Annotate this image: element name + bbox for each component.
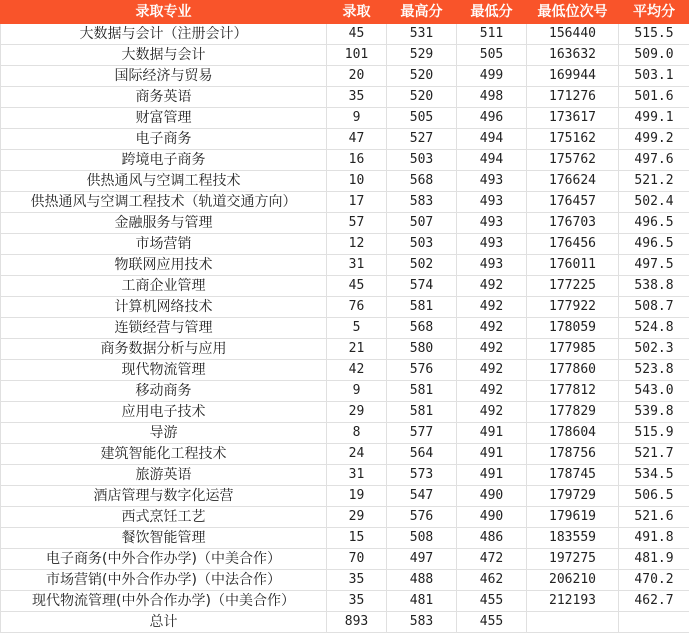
cell-min-rank: 177829 xyxy=(527,402,619,423)
cell-admitted: 29 xyxy=(327,507,387,528)
cell-admitted: 16 xyxy=(327,150,387,171)
cell-max-score: 502 xyxy=(387,255,457,276)
cell-avg-score: 502.3 xyxy=(619,339,689,360)
cell-avg-score: 543.0 xyxy=(619,381,689,402)
header-avg-score: 平均分 xyxy=(619,1,689,24)
table-row xyxy=(1,465,689,486)
cell-min-score: 490 xyxy=(457,507,527,528)
cell-major: 现代物流管理(中外合作办学)（中美合作） xyxy=(1,591,327,612)
cell-min-rank: 179729 xyxy=(527,486,619,507)
total-max-score: 583 xyxy=(387,612,457,633)
cell-major: 餐饮智能管理 xyxy=(1,528,327,549)
cell-admitted: 9 xyxy=(327,108,387,129)
cell-max-score: 581 xyxy=(387,297,457,318)
table-row xyxy=(1,108,689,129)
cell-min-score: 505 xyxy=(457,45,527,66)
cell-avg-score: 515.5 xyxy=(619,24,689,45)
cell-admitted: 35 xyxy=(327,591,387,612)
cell-major: 工商企业管理 xyxy=(1,276,327,297)
cell-avg-score: 534.5 xyxy=(619,465,689,486)
cell-max-score: 547 xyxy=(387,486,457,507)
header-major: 录取专业 xyxy=(1,1,327,24)
cell-admitted: 35 xyxy=(327,87,387,108)
cell-major: 计算机网络技术 xyxy=(1,297,327,318)
cell-max-score: 520 xyxy=(387,66,457,87)
cell-min-score: 493 xyxy=(457,213,527,234)
table-row xyxy=(1,24,689,45)
cell-min-rank: 212193 xyxy=(527,591,619,612)
table-row xyxy=(1,549,689,570)
table-row xyxy=(1,129,689,150)
cell-major: 电子商务 xyxy=(1,129,327,150)
cell-avg-score: 491.8 xyxy=(619,528,689,549)
table-row xyxy=(1,423,689,444)
cell-min-rank: 177225 xyxy=(527,276,619,297)
table-row xyxy=(1,402,689,423)
cell-min-score: 462 xyxy=(457,570,527,591)
cell-max-score: 583 xyxy=(387,192,457,213)
cell-max-score: 507 xyxy=(387,213,457,234)
cell-admitted: 70 xyxy=(327,549,387,570)
cell-min-rank: 171276 xyxy=(527,87,619,108)
cell-avg-score: 481.9 xyxy=(619,549,689,570)
cell-min-score: 492 xyxy=(457,360,527,381)
table-row xyxy=(1,486,689,507)
table-row xyxy=(1,276,689,297)
cell-max-score: 497 xyxy=(387,549,457,570)
cell-admitted: 42 xyxy=(327,360,387,381)
cell-admitted: 12 xyxy=(327,234,387,255)
cell-admitted: 47 xyxy=(327,129,387,150)
cell-min-score: 492 xyxy=(457,318,527,339)
total-min-score: 455 xyxy=(457,612,527,633)
cell-min-score: 486 xyxy=(457,528,527,549)
cell-admitted: 9 xyxy=(327,381,387,402)
cell-min-score: 492 xyxy=(457,297,527,318)
cell-major: 导游 xyxy=(1,423,327,444)
cell-major: 市场营销 xyxy=(1,234,327,255)
cell-min-rank: 183559 xyxy=(527,528,619,549)
table-row xyxy=(1,150,689,171)
cell-major: 供热通风与空调工程技术 xyxy=(1,171,327,192)
cell-max-score: 527 xyxy=(387,129,457,150)
cell-major: 大数据与会计（注册会计） xyxy=(1,24,327,45)
cell-min-score: 491 xyxy=(457,423,527,444)
cell-admitted: 10 xyxy=(327,171,387,192)
header-max-score: 最高分 xyxy=(387,1,457,24)
cell-avg-score: 496.5 xyxy=(619,234,689,255)
cell-major: 国际经济与贸易 xyxy=(1,66,327,87)
cell-min-score: 492 xyxy=(457,276,527,297)
cell-min-score: 493 xyxy=(457,192,527,213)
cell-min-rank: 173617 xyxy=(527,108,619,129)
cell-admitted: 20 xyxy=(327,66,387,87)
cell-max-score: 508 xyxy=(387,528,457,549)
cell-major: 西式烹饪工艺 xyxy=(1,507,327,528)
table-row xyxy=(1,507,689,528)
cell-avg-score: 521.6 xyxy=(619,507,689,528)
total-avg-score xyxy=(619,612,689,633)
table-row xyxy=(1,234,689,255)
cell-max-score: 568 xyxy=(387,318,457,339)
cell-major: 旅游英语 xyxy=(1,465,327,486)
cell-min-rank: 177812 xyxy=(527,381,619,402)
table-row xyxy=(1,45,689,66)
cell-avg-score: 524.8 xyxy=(619,318,689,339)
cell-min-rank: 178756 xyxy=(527,444,619,465)
cell-admitted: 19 xyxy=(327,486,387,507)
cell-avg-score: 496.5 xyxy=(619,213,689,234)
cell-max-score: 581 xyxy=(387,402,457,423)
cell-major: 市场营销(中外合作办学)（中法合作） xyxy=(1,570,327,591)
cell-min-score: 472 xyxy=(457,549,527,570)
cell-avg-score: 509.0 xyxy=(619,45,689,66)
cell-admitted: 15 xyxy=(327,528,387,549)
cell-avg-score: 499.2 xyxy=(619,129,689,150)
cell-admitted: 101 xyxy=(327,45,387,66)
header-min-score: 最低分 xyxy=(457,1,527,24)
cell-max-score: 481 xyxy=(387,591,457,612)
cell-admitted: 17 xyxy=(327,192,387,213)
total-row xyxy=(1,612,689,633)
cell-min-score: 492 xyxy=(457,381,527,402)
cell-min-score: 498 xyxy=(457,87,527,108)
table-row xyxy=(1,213,689,234)
table-row xyxy=(1,192,689,213)
cell-major: 大数据与会计 xyxy=(1,45,327,66)
cell-major: 供热通风与空调工程技术（轨道交通方向） xyxy=(1,192,327,213)
cell-min-rank: 178604 xyxy=(527,423,619,444)
table-row xyxy=(1,318,689,339)
cell-min-score: 499 xyxy=(457,66,527,87)
cell-admitted: 5 xyxy=(327,318,387,339)
cell-max-score: 576 xyxy=(387,507,457,528)
cell-major: 商务数据分析与应用 xyxy=(1,339,327,360)
cell-min-score: 455 xyxy=(457,591,527,612)
cell-avg-score: 508.7 xyxy=(619,297,689,318)
header-min-rank: 最低位次号 xyxy=(527,1,619,24)
cell-max-score: 520 xyxy=(387,87,457,108)
cell-max-score: 581 xyxy=(387,381,457,402)
cell-admitted: 45 xyxy=(327,276,387,297)
cell-min-rank: 178745 xyxy=(527,465,619,486)
table-row xyxy=(1,360,689,381)
cell-min-score: 493 xyxy=(457,234,527,255)
cell-min-score: 492 xyxy=(457,402,527,423)
header-row xyxy=(1,1,689,24)
cell-admitted: 8 xyxy=(327,423,387,444)
cell-min-rank: 176456 xyxy=(527,234,619,255)
cell-major: 建筑智能化工程技术 xyxy=(1,444,327,465)
cell-min-rank: 197275 xyxy=(527,549,619,570)
cell-major: 连锁经营与管理 xyxy=(1,318,327,339)
cell-min-score: 493 xyxy=(457,171,527,192)
cell-min-score: 491 xyxy=(457,465,527,486)
cell-admitted: 31 xyxy=(327,465,387,486)
table-row xyxy=(1,171,689,192)
cell-admitted: 24 xyxy=(327,444,387,465)
cell-avg-score: 506.5 xyxy=(619,486,689,507)
cell-avg-score: 515.9 xyxy=(619,423,689,444)
table-row xyxy=(1,339,689,360)
cell-avg-score: 497.5 xyxy=(619,255,689,276)
table-row xyxy=(1,570,689,591)
cell-avg-score: 499.1 xyxy=(619,108,689,129)
cell-min-score: 491 xyxy=(457,444,527,465)
cell-max-score: 573 xyxy=(387,465,457,486)
cell-min-rank: 169944 xyxy=(527,66,619,87)
cell-min-score: 494 xyxy=(457,150,527,171)
cell-major: 财富管理 xyxy=(1,108,327,129)
cell-min-rank: 156440 xyxy=(527,24,619,45)
cell-admitted: 35 xyxy=(327,570,387,591)
cell-major: 物联网应用技术 xyxy=(1,255,327,276)
cell-admitted: 29 xyxy=(327,402,387,423)
table-body xyxy=(1,24,689,633)
cell-min-score: 490 xyxy=(457,486,527,507)
table-header xyxy=(1,1,689,24)
cell-max-score: 488 xyxy=(387,570,457,591)
total-admitted: 893 xyxy=(327,612,387,633)
cell-min-score: 493 xyxy=(457,255,527,276)
cell-min-score: 511 xyxy=(457,24,527,45)
cell-max-score: 574 xyxy=(387,276,457,297)
total-label: 总计 xyxy=(1,612,327,633)
cell-min-rank: 176624 xyxy=(527,171,619,192)
cell-major: 金融服务与管理 xyxy=(1,213,327,234)
cell-max-score: 580 xyxy=(387,339,457,360)
cell-avg-score: 462.7 xyxy=(619,591,689,612)
table-row xyxy=(1,381,689,402)
cell-min-rank: 176011 xyxy=(527,255,619,276)
cell-avg-score: 497.6 xyxy=(619,150,689,171)
table-row xyxy=(1,528,689,549)
cell-min-rank: 177985 xyxy=(527,339,619,360)
cell-admitted: 21 xyxy=(327,339,387,360)
cell-max-score: 531 xyxy=(387,24,457,45)
cell-avg-score: 523.8 xyxy=(619,360,689,381)
cell-max-score: 564 xyxy=(387,444,457,465)
cell-major: 应用电子技术 xyxy=(1,402,327,423)
cell-max-score: 505 xyxy=(387,108,457,129)
cell-admitted: 76 xyxy=(327,297,387,318)
cell-max-score: 503 xyxy=(387,150,457,171)
table-row xyxy=(1,444,689,465)
table-row xyxy=(1,591,689,612)
cell-admitted: 31 xyxy=(327,255,387,276)
total-min-rank xyxy=(527,612,619,633)
cell-avg-score: 503.1 xyxy=(619,66,689,87)
cell-min-rank: 175762 xyxy=(527,150,619,171)
cell-min-score: 492 xyxy=(457,339,527,360)
cell-avg-score: 521.7 xyxy=(619,444,689,465)
cell-admitted: 57 xyxy=(327,213,387,234)
cell-min-rank: 177922 xyxy=(527,297,619,318)
cell-min-rank: 176703 xyxy=(527,213,619,234)
cell-min-rank: 206210 xyxy=(527,570,619,591)
cell-major: 酒店管理与数字化运营 xyxy=(1,486,327,507)
cell-max-score: 503 xyxy=(387,234,457,255)
cell-major: 移动商务 xyxy=(1,381,327,402)
cell-min-rank: 175162 xyxy=(527,129,619,150)
cell-admitted: 45 xyxy=(327,24,387,45)
cell-max-score: 576 xyxy=(387,360,457,381)
cell-avg-score: 501.6 xyxy=(619,87,689,108)
table-row xyxy=(1,87,689,108)
cell-avg-score: 502.4 xyxy=(619,192,689,213)
cell-min-score: 496 xyxy=(457,108,527,129)
cell-min-score: 494 xyxy=(457,129,527,150)
cell-avg-score: 538.8 xyxy=(619,276,689,297)
cell-min-rank: 178059 xyxy=(527,318,619,339)
cell-min-rank: 176457 xyxy=(527,192,619,213)
cell-major: 现代物流管理 xyxy=(1,360,327,381)
cell-avg-score: 521.2 xyxy=(619,171,689,192)
table-row xyxy=(1,66,689,87)
cell-avg-score: 539.8 xyxy=(619,402,689,423)
table-row xyxy=(1,297,689,318)
cell-max-score: 529 xyxy=(387,45,457,66)
cell-min-rank: 163632 xyxy=(527,45,619,66)
cell-avg-score: 470.2 xyxy=(619,570,689,591)
cell-major: 电子商务(中外合作办学)（中美合作） xyxy=(1,549,327,570)
cell-max-score: 577 xyxy=(387,423,457,444)
cell-min-rank: 179619 xyxy=(527,507,619,528)
table-row xyxy=(1,255,689,276)
cell-major: 商务英语 xyxy=(1,87,327,108)
header-admitted: 录取 xyxy=(327,1,387,24)
cell-major: 跨境电子商务 xyxy=(1,150,327,171)
cell-min-rank: 177860 xyxy=(527,360,619,381)
cell-max-score: 568 xyxy=(387,171,457,192)
